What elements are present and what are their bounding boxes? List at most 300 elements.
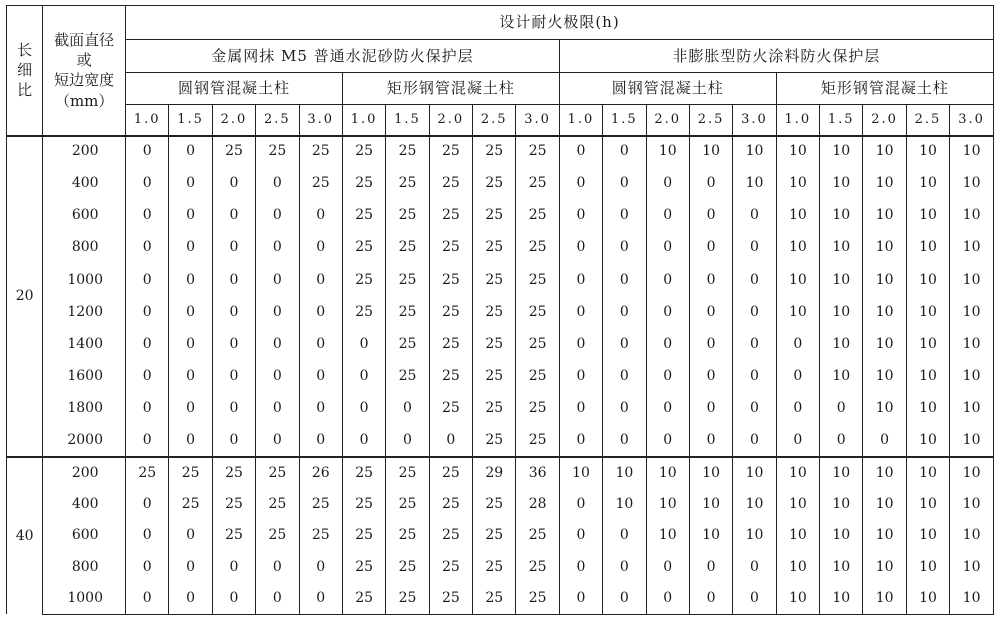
thickness-cell: 25 <box>386 583 429 614</box>
thickness-cell: 10 <box>820 296 863 328</box>
thickness-cell: 0 <box>386 425 429 457</box>
thickness-cell: 25 <box>473 393 516 425</box>
thickness-cell: 10 <box>950 425 994 457</box>
thickness-cell: 0 <box>603 425 646 457</box>
design-limit-header: 设计耐火极限(h) <box>126 6 994 40</box>
thickness-cell: 0 <box>386 393 429 425</box>
table-row <box>7 329 994 361</box>
thickness-cell: 25 <box>342 552 385 583</box>
thickness-cell: 10 <box>776 296 819 328</box>
thickness-cell: 25 <box>516 393 559 425</box>
thickness-cell: 0 <box>212 361 255 393</box>
thickness-cell: 10 <box>820 361 863 393</box>
thickness-cell: 10 <box>950 583 994 614</box>
block-ratio-40 <box>7 457 994 614</box>
thickness-cell: 10 <box>906 393 949 425</box>
table-row <box>7 489 994 520</box>
thickness-cell: 10 <box>906 296 949 328</box>
thickness-cell: 0 <box>169 520 212 551</box>
thickness-cell: 0 <box>299 393 342 425</box>
duration-header: 1.0 <box>126 105 169 136</box>
thickness-cell: 0 <box>603 329 646 361</box>
thickness-cell: 10 <box>689 489 732 520</box>
thickness-cell: 25 <box>429 232 472 264</box>
duration-header: 1.5 <box>603 105 646 136</box>
thickness-cell: 25 <box>386 552 429 583</box>
thickness-cell: 0 <box>646 264 689 296</box>
thickness-cell: 0 <box>169 329 212 361</box>
thickness-cell: 0 <box>169 552 212 583</box>
thickness-cell: 25 <box>386 361 429 393</box>
thickness-cell: 0 <box>733 296 776 328</box>
thickness-cell: 10 <box>906 520 949 551</box>
width-value: 600 <box>43 200 126 232</box>
thickness-cell: 0 <box>559 552 602 583</box>
thickness-cell: 10 <box>906 552 949 583</box>
thickness-cell: 25 <box>516 329 559 361</box>
thickness-cell: 0 <box>299 232 342 264</box>
thickness-cell: 25 <box>212 489 255 520</box>
thickness-cell: 0 <box>126 232 169 264</box>
duration-header: 1.5 <box>169 105 212 136</box>
duration-header: 2.0 <box>863 105 906 136</box>
thickness-cell: 10 <box>689 136 732 168</box>
thickness-cell: 10 <box>776 200 819 232</box>
thickness-cell: 0 <box>169 168 212 200</box>
thickness-cell: 10 <box>689 457 732 488</box>
duration-header: 2.0 <box>212 105 255 136</box>
duration-header: 2.5 <box>256 105 299 136</box>
thickness-cell: 0 <box>733 329 776 361</box>
thickness-cell: 0 <box>169 296 212 328</box>
thickness-cell: 25 <box>516 583 559 614</box>
thickness-cell: 10 <box>776 136 819 168</box>
thickness-cell: 10 <box>603 457 646 488</box>
thickness-cell: 25 <box>386 264 429 296</box>
thickness-cell: 25 <box>386 489 429 520</box>
thickness-cell: 25 <box>429 520 472 551</box>
subgroup-header: 圆钢管混凝土柱 <box>126 73 343 105</box>
thickness-cell: 0 <box>212 329 255 361</box>
thickness-cell: 10 <box>950 264 994 296</box>
thickness-cell: 25 <box>386 136 429 168</box>
thickness-cell: 25 <box>473 425 516 457</box>
thickness-cell: 0 <box>126 583 169 614</box>
thickness-cell: 25 <box>429 457 472 488</box>
width-value: 600 <box>43 520 126 551</box>
thickness-cell: 25 <box>386 168 429 200</box>
thickness-cell: 10 <box>950 393 994 425</box>
thickness-cell: 0 <box>126 264 169 296</box>
thickness-cell: 0 <box>776 393 819 425</box>
table-row <box>7 232 994 264</box>
thickness-cell: 10 <box>950 361 994 393</box>
thickness-cell: 10 <box>906 232 949 264</box>
thickness-cell: 0 <box>820 393 863 425</box>
thickness-cell: 10 <box>950 296 994 328</box>
thickness-cell: 0 <box>256 232 299 264</box>
thickness-cell: 10 <box>950 200 994 232</box>
thickness-cell: 10 <box>820 264 863 296</box>
thickness-cell: 0 <box>646 552 689 583</box>
thickness-cell: 0 <box>603 583 646 614</box>
thickness-cell: 0 <box>646 232 689 264</box>
thickness-cell: 0 <box>559 264 602 296</box>
thickness-cell: 25 <box>516 296 559 328</box>
thickness-cell: 0 <box>126 329 169 361</box>
thickness-cell: 0 <box>689 361 732 393</box>
thickness-cell: 25 <box>386 232 429 264</box>
thickness-cell: 25 <box>516 168 559 200</box>
thickness-cell: 10 <box>950 329 994 361</box>
thickness-cell: 0 <box>212 583 255 614</box>
thickness-cell: 25 <box>212 457 255 488</box>
thickness-cell: 25 <box>429 264 472 296</box>
thickness-cell: 0 <box>126 489 169 520</box>
duration-header: 2.5 <box>689 105 732 136</box>
thickness-cell: 0 <box>646 393 689 425</box>
thickness-cell: 25 <box>342 136 385 168</box>
thickness-cell: 0 <box>603 361 646 393</box>
thickness-cell: 0 <box>603 136 646 168</box>
duration-header: 1.5 <box>386 105 429 136</box>
thickness-cell: 25 <box>516 552 559 583</box>
thickness-cell: 0 <box>559 393 602 425</box>
table-row <box>7 520 994 551</box>
width-value: 400 <box>43 168 126 200</box>
thickness-cell: 25 <box>473 136 516 168</box>
thickness-cell: 25 <box>473 168 516 200</box>
thickness-cell: 10 <box>733 489 776 520</box>
group-header-coating: 非膨胀型防火涂料防火保护层 <box>559 40 993 73</box>
table-row <box>7 168 994 200</box>
thickness-cell: 25 <box>516 232 559 264</box>
thickness-cell: 0 <box>256 168 299 200</box>
thickness-cell: 10 <box>863 583 906 614</box>
thickness-cell: 25 <box>342 232 385 264</box>
thickness-cell: 0 <box>126 200 169 232</box>
thickness-cell: 0 <box>646 296 689 328</box>
duration-header: 3.0 <box>299 105 342 136</box>
thickness-cell: 10 <box>776 583 819 614</box>
thickness-cell: 10 <box>906 200 949 232</box>
thickness-cell: 25 <box>473 489 516 520</box>
thickness-cell: 0 <box>169 232 212 264</box>
duration-header: 2.0 <box>429 105 472 136</box>
thickness-cell: 10 <box>559 457 602 488</box>
thickness-cell: 0 <box>559 583 602 614</box>
thickness-cell: 25 <box>473 264 516 296</box>
thickness-cell: 0 <box>559 489 602 520</box>
thickness-cell: 0 <box>126 425 169 457</box>
thickness-cell: 10 <box>646 457 689 488</box>
thickness-cell: 25 <box>212 520 255 551</box>
duration-header: 2.5 <box>906 105 949 136</box>
thickness-cell: 0 <box>559 329 602 361</box>
thickness-cell: 0 <box>256 329 299 361</box>
thickness-cell: 0 <box>169 583 212 614</box>
thickness-cell: 25 <box>516 200 559 232</box>
thickness-cell: 0 <box>212 264 255 296</box>
thickness-cell: 0 <box>299 583 342 614</box>
thickness-cell: 0 <box>169 264 212 296</box>
thickness-cell: 0 <box>299 329 342 361</box>
thickness-cell: 10 <box>863 361 906 393</box>
slenderness-label: 长 细 比 <box>17 40 33 100</box>
thickness-cell: 10 <box>863 329 906 361</box>
width-value: 1600 <box>43 361 126 393</box>
slenderness-value: 40 <box>7 457 43 614</box>
thickness-cell: 0 <box>559 168 602 200</box>
group-header-mortar: 金属网抹 M5 普通水泥砂防火保护层 <box>126 40 560 73</box>
thickness-cell: 0 <box>603 552 646 583</box>
thickness-cell: 0 <box>863 425 906 457</box>
thickness-cell: 10 <box>950 520 994 551</box>
thickness-cell: 10 <box>906 583 949 614</box>
width-value: 200 <box>43 136 126 168</box>
thickness-cell: 10 <box>863 232 906 264</box>
thickness-cell: 0 <box>559 232 602 264</box>
thickness-cell: 0 <box>169 136 212 168</box>
width-value: 1800 <box>43 393 126 425</box>
thickness-cell: 36 <box>516 457 559 488</box>
thickness-cell: 0 <box>212 425 255 457</box>
subgroup-header: 矩形钢管混凝土柱 <box>342 73 559 105</box>
thickness-cell: 0 <box>299 425 342 457</box>
duration-header: 3.0 <box>733 105 776 136</box>
thickness-cell: 10 <box>820 168 863 200</box>
thickness-cell: 10 <box>776 168 819 200</box>
thickness-cell: 25 <box>429 200 472 232</box>
thickness-cell: 10 <box>906 425 949 457</box>
thickness-cell: 0 <box>646 168 689 200</box>
thickness-cell: 10 <box>776 264 819 296</box>
table-row <box>7 393 994 425</box>
thickness-cell: 25 <box>386 200 429 232</box>
thickness-cell: 0 <box>256 393 299 425</box>
thickness-cell: 0 <box>733 425 776 457</box>
thickness-cell: 0 <box>559 296 602 328</box>
thickness-cell: 0 <box>126 393 169 425</box>
width-value: 800 <box>43 232 126 264</box>
width-value: 1000 <box>43 583 126 614</box>
thickness-cell: 10 <box>733 520 776 551</box>
thickness-cell: 0 <box>169 361 212 393</box>
thickness-cell: 0 <box>733 361 776 393</box>
table-row <box>7 264 994 296</box>
thickness-cell: 25 <box>516 361 559 393</box>
table-row <box>7 583 994 614</box>
thickness-cell: 10 <box>863 200 906 232</box>
thickness-cell: 10 <box>950 489 994 520</box>
thickness-cell: 0 <box>603 296 646 328</box>
thickness-cell: 0 <box>646 425 689 457</box>
thickness-cell: 25 <box>299 520 342 551</box>
thickness-cell: 25 <box>342 296 385 328</box>
thickness-cell: 25 <box>473 296 516 328</box>
thickness-cell: 0 <box>646 329 689 361</box>
thickness-cell: 10 <box>820 457 863 488</box>
thickness-cell: 0 <box>126 136 169 168</box>
thickness-cell: 0 <box>689 200 732 232</box>
thickness-cell: 25 <box>473 583 516 614</box>
thickness-cell: 25 <box>256 136 299 168</box>
thickness-cell: 0 <box>603 264 646 296</box>
subgroup-header: 圆钢管混凝土柱 <box>559 73 776 105</box>
thickness-cell: 10 <box>820 232 863 264</box>
thickness-cell: 0 <box>169 200 212 232</box>
thickness-cell: 0 <box>603 168 646 200</box>
thickness-cell: 10 <box>863 457 906 488</box>
thickness-cell: 0 <box>733 583 776 614</box>
thickness-cell: 10 <box>863 296 906 328</box>
thickness-cell: 0 <box>299 361 342 393</box>
thickness-cell: 0 <box>559 200 602 232</box>
thickness-cell: 0 <box>603 520 646 551</box>
thickness-cell: 25 <box>212 136 255 168</box>
thickness-cell: 10 <box>733 457 776 488</box>
thickness-cell: 0 <box>689 329 732 361</box>
thickness-cell: 10 <box>906 136 949 168</box>
thickness-cell: 10 <box>906 457 949 488</box>
thickness-cell: 25 <box>516 264 559 296</box>
thickness-cell: 25 <box>256 489 299 520</box>
thickness-cell: 0 <box>256 200 299 232</box>
thickness-cell: 10 <box>863 552 906 583</box>
thickness-cell: 25 <box>473 520 516 551</box>
width-label: 截面直径 或 短边宽度 （mm） <box>54 30 115 110</box>
thickness-cell: 25 <box>516 520 559 551</box>
duration-header: 1.0 <box>559 105 602 136</box>
thickness-cell: 10 <box>863 136 906 168</box>
thickness-cell: 10 <box>820 200 863 232</box>
thickness-cell: 10 <box>776 489 819 520</box>
thickness-cell: 10 <box>820 583 863 614</box>
thickness-cell: 25 <box>299 168 342 200</box>
thickness-cell: 10 <box>950 232 994 264</box>
table-row <box>7 425 994 457</box>
thickness-cell: 0 <box>212 552 255 583</box>
thickness-cell: 25 <box>342 489 385 520</box>
thickness-cell: 10 <box>863 489 906 520</box>
thickness-cell: 25 <box>342 583 385 614</box>
thickness-cell: 25 <box>473 329 516 361</box>
thickness-cell: 0 <box>299 264 342 296</box>
thickness-cell: 10 <box>646 136 689 168</box>
thickness-cell: 0 <box>299 296 342 328</box>
thickness-cell: 0 <box>689 552 732 583</box>
thickness-cell: 0 <box>342 425 385 457</box>
thickness-cell: 0 <box>342 361 385 393</box>
thickness-cell: 26 <box>299 457 342 488</box>
duration-header: 1.5 <box>820 105 863 136</box>
subgroup-header: 矩形钢管混凝土柱 <box>776 73 993 105</box>
thickness-cell: 0 <box>733 552 776 583</box>
thickness-cell: 0 <box>689 393 732 425</box>
thickness-cell: 25 <box>256 457 299 488</box>
duration-header: 2.0 <box>646 105 689 136</box>
width-value: 400 <box>43 489 126 520</box>
thickness-cell: 10 <box>733 168 776 200</box>
thickness-cell: 0 <box>126 168 169 200</box>
thickness-cell: 0 <box>689 264 732 296</box>
thickness-cell: 10 <box>733 136 776 168</box>
thickness-cell: 0 <box>603 232 646 264</box>
thickness-cell: 29 <box>473 457 516 488</box>
thickness-cell: 25 <box>516 136 559 168</box>
duration-header: 2.5 <box>473 105 516 136</box>
thickness-cell: 10 <box>950 136 994 168</box>
thickness-cell: 0 <box>169 425 212 457</box>
thickness-cell: 0 <box>689 296 732 328</box>
fire-protection-table <box>6 5 994 615</box>
thickness-cell: 0 <box>256 296 299 328</box>
thickness-cell: 25 <box>429 329 472 361</box>
thickness-cell: 10 <box>863 264 906 296</box>
thickness-cell: 0 <box>342 393 385 425</box>
thickness-cell: 0 <box>646 200 689 232</box>
thickness-cell: 0 <box>429 425 472 457</box>
thickness-cell: 0 <box>776 361 819 393</box>
duration-header: 1.0 <box>342 105 385 136</box>
thickness-cell: 0 <box>559 520 602 551</box>
thickness-cell: 25 <box>473 200 516 232</box>
thickness-cell: 10 <box>646 520 689 551</box>
slenderness-header <box>7 6 43 136</box>
thickness-cell: 25 <box>126 457 169 488</box>
thickness-cell: 25 <box>169 457 212 488</box>
width-header <box>43 6 126 136</box>
thickness-cell: 0 <box>126 296 169 328</box>
thickness-cell: 25 <box>516 425 559 457</box>
thickness-cell: 0 <box>256 552 299 583</box>
width-value: 2000 <box>43 425 126 457</box>
thickness-cell: 25 <box>256 520 299 551</box>
thickness-cell: 0 <box>256 264 299 296</box>
width-value: 1200 <box>43 296 126 328</box>
thickness-cell: 0 <box>559 361 602 393</box>
thickness-cell: 0 <box>212 296 255 328</box>
thickness-cell: 25 <box>342 200 385 232</box>
thickness-cell: 0 <box>689 583 732 614</box>
thickness-cell: 10 <box>950 457 994 488</box>
thickness-cell: 10 <box>863 393 906 425</box>
thickness-cell: 10 <box>950 552 994 583</box>
thickness-cell: 0 <box>126 552 169 583</box>
thickness-cell: 0 <box>212 393 255 425</box>
thickness-cell: 0 <box>212 168 255 200</box>
thickness-cell: 25 <box>429 361 472 393</box>
thickness-cell: 10 <box>820 329 863 361</box>
thickness-cell: 10 <box>820 489 863 520</box>
thickness-cell: 25 <box>299 136 342 168</box>
thickness-cell: 10 <box>906 489 949 520</box>
thickness-cell: 10 <box>863 168 906 200</box>
thickness-cell: 25 <box>473 552 516 583</box>
thickness-cell: 25 <box>429 552 472 583</box>
duration-header: 3.0 <box>950 105 994 136</box>
thickness-cell: 0 <box>212 200 255 232</box>
thickness-cell: 25 <box>342 520 385 551</box>
thickness-cell: 10 <box>689 520 732 551</box>
thickness-cell: 25 <box>386 296 429 328</box>
thickness-cell: 25 <box>169 489 212 520</box>
thickness-cell: 25 <box>386 329 429 361</box>
thickness-cell: 10 <box>820 552 863 583</box>
thickness-cell: 0 <box>776 425 819 457</box>
thickness-cell: 0 <box>603 200 646 232</box>
thickness-cell: 25 <box>429 136 472 168</box>
